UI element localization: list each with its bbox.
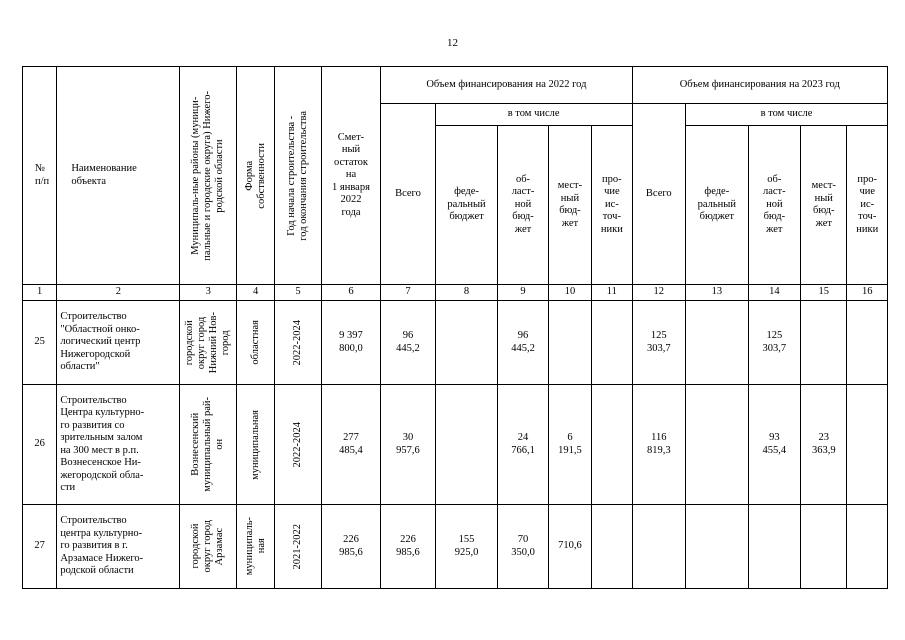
- row-years: 2022-2024: [292, 319, 303, 366]
- row-region-cell: [180, 385, 237, 505]
- row-ownership: муниципальная: [249, 409, 261, 480]
- row-num: 26: [23, 385, 57, 505]
- header-total-2022: Всего: [381, 104, 435, 285]
- column-number: 14: [748, 285, 800, 301]
- header-name: Наименование объекта: [57, 67, 180, 285]
- header-region: Муниципаль-ные районы (муници- пальные и городские округа) Нижего- родской области: [190, 90, 226, 261]
- column-number: 16: [847, 285, 888, 301]
- row-total-2023: 125 303,7: [632, 301, 685, 385]
- header-local-2022: мест- ный бюд- жет: [548, 126, 591, 285]
- header-fin-2022: Объем финансирования на 2022 год: [381, 67, 632, 104]
- column-number: 7: [381, 285, 435, 301]
- column-number: 9: [498, 285, 548, 301]
- row-regional-2022: 96 445,2: [498, 301, 548, 385]
- row-region: городской округ город Арзамас: [190, 520, 226, 573]
- row-local-2022: 710,6: [548, 505, 591, 589]
- column-number: 15: [801, 285, 847, 301]
- row-local-2023: [801, 505, 847, 589]
- header-regional-2023: об- ласт- ной бюд- жет: [748, 126, 800, 285]
- row-remainder: 226 985,6: [321, 505, 381, 589]
- row-federal-2022: [435, 385, 498, 505]
- row-remainder: 277 485,4: [321, 385, 381, 505]
- header-years: Год начала строительства - год окончания строительства: [286, 110, 309, 241]
- column-number: 13: [686, 285, 749, 301]
- header-local-2023: мест- ный бюд- жет: [801, 126, 847, 285]
- row-region-cell: [180, 505, 237, 589]
- row-federal-2023: [686, 301, 749, 385]
- row-ownership-cell: [236, 385, 274, 505]
- row-regional-2023: 125 303,7: [748, 301, 800, 385]
- row-object-name: Строительство центра культурно- го развития в г. Арзамасе Нижего- родской области: [57, 505, 180, 589]
- row-regional-2022: 70 350,0: [498, 505, 548, 589]
- row-region: городской округ город Нижний Нов- город: [184, 311, 232, 374]
- row-local-2023: [801, 301, 847, 385]
- column-number: 10: [548, 285, 591, 301]
- row-object-name: Строительство Центра культурно- го развития со зрительным залом на 300 мест в р.п. Вознесенское Ни- жегородской обла- сти: [57, 385, 180, 505]
- row-remainder: 9 397 800,0: [321, 301, 381, 385]
- row-total-2022: 96 445,2: [381, 301, 435, 385]
- column-number: 12: [632, 285, 685, 301]
- header-federal-2023: феде- ральный бюджет: [686, 126, 749, 285]
- row-federal-2022: [435, 301, 498, 385]
- header-ownership: Форма собственности: [243, 142, 267, 209]
- table-row: [23, 301, 888, 385]
- column-number: 5: [275, 285, 321, 301]
- row-years: 2021-2022: [292, 523, 303, 570]
- row-regional-2022: 24 766,1: [498, 385, 548, 505]
- header-including-2023: в том числе: [686, 104, 888, 126]
- row-ownership-cell: [236, 505, 274, 589]
- header-other-2022: про- чие ис- точ- ники: [592, 126, 632, 285]
- row-other-2022: [592, 301, 632, 385]
- header-num: № п/п: [23, 67, 57, 285]
- row-region-cell: [180, 301, 237, 385]
- column-number: 2: [57, 285, 180, 301]
- row-federal-2022: 155 925,0: [435, 505, 498, 589]
- row-years-cell: [275, 505, 321, 589]
- row-ownership: муниципаль- ная: [243, 517, 267, 576]
- column-number: 6: [321, 285, 381, 301]
- table-row: [23, 385, 888, 505]
- row-other-2023: [847, 385, 888, 505]
- row-other-2023: [847, 301, 888, 385]
- header-federal-2022: феде- ральный бюджет: [435, 126, 498, 285]
- row-object-name: Строительство "Областной онко- логический центр Нижегородской области": [57, 301, 180, 385]
- header-including-2022: в том числе: [435, 104, 632, 126]
- row-num: 27: [23, 505, 57, 589]
- header-years-cell: [275, 67, 321, 285]
- header-regional-2022: об- ласт- ной бюд- жет: [498, 126, 548, 285]
- row-years: 2022-2024: [292, 421, 303, 468]
- row-federal-2023: [686, 385, 749, 505]
- header-ownership-cell: [236, 67, 274, 285]
- row-ownership-cell: [236, 301, 274, 385]
- column-number: 8: [435, 285, 498, 301]
- column-number-row: [23, 285, 888, 301]
- row-years-cell: [275, 385, 321, 505]
- header-total-2023: Всего: [632, 104, 685, 285]
- column-number: 1: [23, 285, 57, 301]
- row-years-cell: [275, 301, 321, 385]
- row-local-2022: 6 191,5: [548, 385, 591, 505]
- table-row: [23, 505, 888, 589]
- header-other-2023: про- чие ис- точ- ники: [847, 126, 888, 285]
- row-local-2023: 23 363,9: [801, 385, 847, 505]
- row-local-2022: [548, 301, 591, 385]
- page-number: 12: [447, 37, 458, 49]
- header-region-cell: [180, 67, 237, 285]
- row-total-2023: 116 819,3: [632, 385, 685, 505]
- row-region: Вознесенский муниципальный рай- он: [190, 397, 226, 492]
- row-ownership: областная: [249, 320, 261, 365]
- column-number: 4: [236, 285, 274, 301]
- row-federal-2023: [686, 505, 749, 589]
- row-other-2022: [592, 385, 632, 505]
- financing-table: [22, 66, 888, 589]
- row-total-2022: 226 985,6: [381, 505, 435, 589]
- row-other-2023: [847, 505, 888, 589]
- row-regional-2023: [748, 505, 800, 589]
- row-total-2022: 30 957,6: [381, 385, 435, 505]
- header-remainder: Смет- ный остаток на 1 января 2022 года: [321, 67, 381, 285]
- row-regional-2023: 93 455,4: [748, 385, 800, 505]
- row-total-2023: [632, 505, 685, 589]
- column-number: 11: [592, 285, 632, 301]
- column-number: 3: [180, 285, 237, 301]
- row-num: 25: [23, 301, 57, 385]
- header-fin-2023: Объем финансирования на 2023 год: [632, 67, 887, 104]
- row-other-2022: [592, 505, 632, 589]
